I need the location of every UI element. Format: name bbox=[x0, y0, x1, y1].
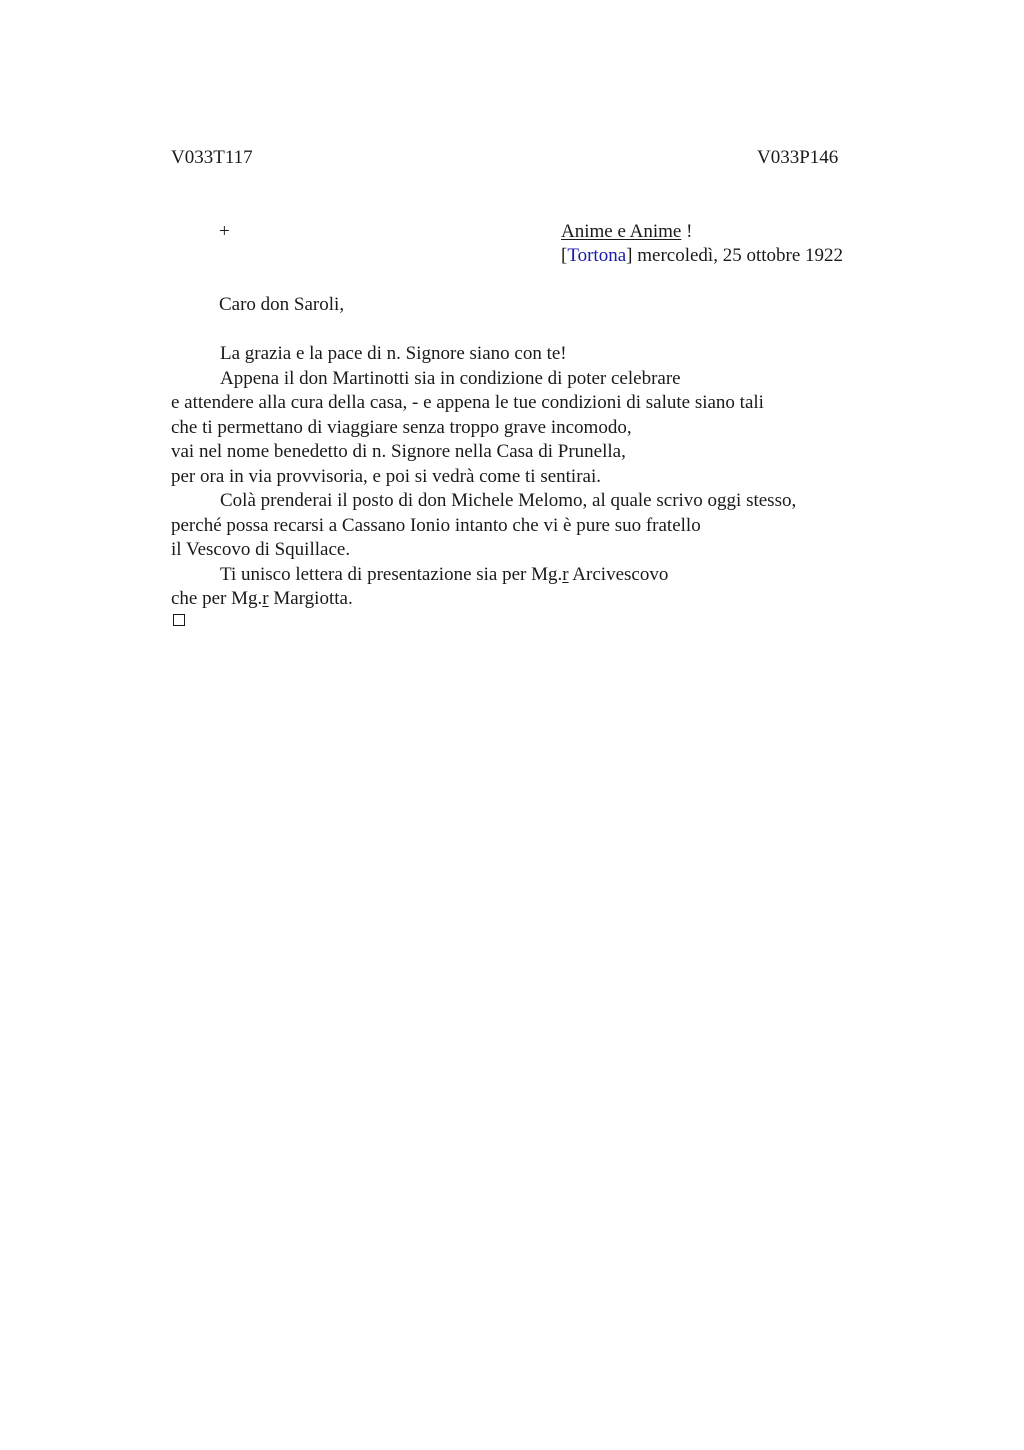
place-bracket-close: ] bbox=[626, 245, 633, 266]
body-line: e attendere alla cura della casa, - e appena le tue condizioni di salute siano tali bbox=[171, 392, 764, 413]
motto-underlined: Anime e Anime bbox=[561, 221, 682, 242]
line-10-prefix: Ti unisco lettera di presentazione sia per Mg. bbox=[220, 563, 563, 585]
body-line: per ora in via provvisoria, e poi si vedrà come ti sentirai. bbox=[171, 465, 602, 487]
body-line bbox=[171, 563, 668, 588]
salutation: Caro don Saroli, bbox=[219, 294, 345, 315]
motto-suffix: ! bbox=[681, 221, 693, 242]
abbrev-superscript: r bbox=[262, 588, 269, 609]
body-line: vai nel nome benedetto di n. Signore nella Casa di Prunella, bbox=[171, 441, 626, 462]
motto bbox=[561, 220, 692, 244]
place-name: Tortona bbox=[567, 245, 627, 266]
body-line: La grazia e la pace di n. Signore siano con te! bbox=[220, 343, 567, 364]
body-line: Colà prenderai il posto di don Michele Melomo, al quale scrivo oggi stesso, bbox=[220, 490, 797, 511]
line-11-prefix: che per Mg. bbox=[171, 588, 263, 609]
place-bracket-open: [ bbox=[561, 245, 568, 266]
document-code-right: V033P146 bbox=[757, 147, 839, 168]
body-line: il Vescovo di Squillace. bbox=[171, 539, 351, 560]
body-line: che ti permettano di viaggiare senza troppo grave incomodo, bbox=[171, 416, 632, 438]
cross-mark: + bbox=[219, 221, 230, 242]
body-line bbox=[171, 587, 353, 612]
line-10-suffix: Arcivescovo bbox=[568, 563, 669, 585]
letter-date: mercoledì, 25 ottobre 1922 bbox=[632, 245, 844, 266]
abbrev-superscript: r bbox=[562, 563, 569, 585]
body-line: perché possa recarsi a Cassano Ionio intanto che vi è pure suo fratello bbox=[171, 514, 701, 536]
end-box-icon bbox=[173, 614, 185, 626]
place-date bbox=[561, 244, 843, 268]
body-line: Appena il don Martinotti sia in condizione di poter celebrare bbox=[220, 367, 681, 389]
line-11-suffix: Margiotta. bbox=[268, 588, 353, 609]
document-code-left: V033T117 bbox=[171, 147, 253, 168]
